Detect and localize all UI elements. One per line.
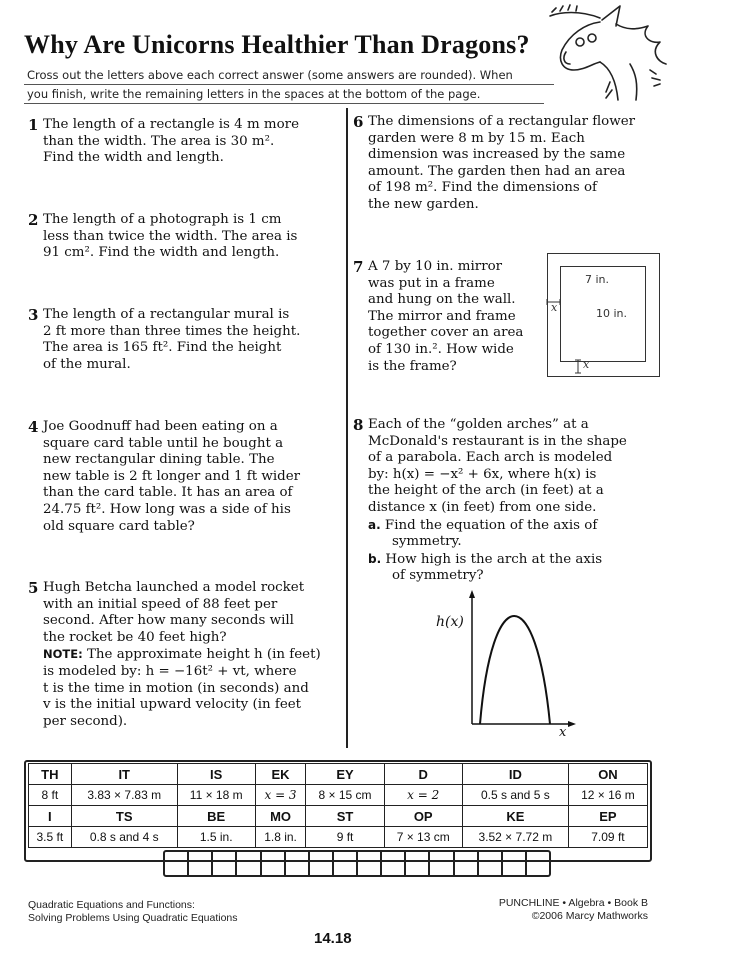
letter-box[interactable] <box>262 852 286 875</box>
note-text: The approximate height h (in feet) <box>82 647 321 663</box>
problem-text: Hugh Betcha launched a model rocket <box>43 580 305 595</box>
note-text: per second). <box>43 713 128 729</box>
frame-width-x-bottom: x <box>583 358 590 371</box>
problem-text: square card table until he bought a <box>43 435 284 451</box>
footer-publisher: PUNCHLINE • Algebra • Book B <box>498 897 648 909</box>
table-row <box>29 827 648 848</box>
footer-right <box>494 897 648 923</box>
answer-table <box>28 763 648 848</box>
footer-left <box>28 899 238 925</box>
answer-letters: IT <box>71 764 177 785</box>
column-divider <box>346 108 348 748</box>
note-text: t is the time in motion (in seconds) and <box>43 680 309 696</box>
problem-text: was put in a frame <box>368 275 495 291</box>
answer-letters: EP <box>568 806 647 827</box>
problem-text: by: h(x) = −x² + 6x, where h(x) is <box>368 466 597 482</box>
problem-text: new table is 2 ft longer and 1 ft wider <box>43 468 301 484</box>
answer-letters: TH <box>29 764 72 785</box>
problem-text: Joe Goodnuff had been eating on a <box>43 419 278 434</box>
answer-value: 0.5 s and 5 s <box>462 785 568 806</box>
problem-text: than the width. The area is 30 m². <box>43 133 275 149</box>
answer-value: 3.83 × 7.83 m <box>71 785 177 806</box>
letter-box[interactable] <box>358 852 382 875</box>
instruction-line: Cross out the letters above each correct answer (some answers are rounded). When <box>27 68 513 82</box>
answer-letters: KE <box>462 806 568 827</box>
letter-box[interactable] <box>503 852 527 875</box>
problem-text: of 130 in.². How wide <box>368 341 514 357</box>
problem-text: distance x (in feet) from one side. <box>368 499 597 515</box>
answer-value: 7 × 13 cm <box>384 827 462 848</box>
problem-text: The length of a rectangle is 4 m more <box>43 117 299 132</box>
answer-value: 11 × 18 m <box>177 785 255 806</box>
answer-letters: OP <box>384 806 462 827</box>
problem-text: amount. The garden then had an area <box>368 163 626 179</box>
problem-number: 5 <box>28 579 39 597</box>
answer-letters: BE <box>177 806 255 827</box>
problem-3 <box>28 307 300 373</box>
problem-text: with an initial speed of 88 feet per <box>43 596 278 612</box>
answer-value: 8 ft <box>29 785 72 806</box>
problem-1 <box>28 117 299 167</box>
problem-number: 8 <box>353 416 364 434</box>
letter-box[interactable] <box>455 852 479 875</box>
problem-text: The length of a photograph is 1 cm <box>43 212 282 227</box>
x-axis-arrow <box>568 721 576 727</box>
instruction-rule <box>24 84 554 85</box>
problem-text: new rectangular dining table. The <box>43 452 275 468</box>
letter-box[interactable] <box>310 852 334 875</box>
problem-text: the rocket be 40 feet high? <box>43 629 227 645</box>
footer-copyright: ©2006 Marcy Mathworks <box>531 910 648 922</box>
answer-letters: ST <box>306 806 384 827</box>
problem-text: than the card table. It has an area of <box>43 485 293 501</box>
problem-text: the height of the arch (in feet) at a <box>368 483 604 499</box>
letter-box[interactable] <box>213 852 237 875</box>
problem-7 <box>353 259 523 375</box>
instructions <box>27 66 547 104</box>
answer-value: 8 × 15 cm <box>306 785 384 806</box>
answer-letters: EK <box>255 764 306 785</box>
problem-text: of a parabola. Each arch is modeled <box>368 450 613 466</box>
problem-text: A 7 by 10 in. mirror <box>368 259 503 274</box>
problem-text: 91 cm². Find the width and length. <box>43 245 280 261</box>
problem-number: 2 <box>28 211 39 229</box>
part-b-text: of symmetry? <box>392 568 484 584</box>
mirror-height-label: 10 in. <box>596 307 628 320</box>
problem-4 <box>28 419 300 535</box>
problem-text: together cover an area <box>368 325 524 341</box>
problem-text: of the mural. <box>43 356 131 372</box>
answer-value: 3.52 × 7.72 m <box>462 827 568 848</box>
answer-value: 1.5 in. <box>177 827 255 848</box>
note-text: v is the initial upward velocity (in feet <box>43 697 302 713</box>
problem-number: 3 <box>28 306 39 324</box>
letter-box[interactable] <box>527 852 549 875</box>
answer-letters: D <box>384 764 462 785</box>
problem-text: and hung on the wall. <box>368 292 516 308</box>
answer-value: 0.8 s and 4 s <box>71 827 177 848</box>
problem-text: of 198 m². Find the dimensions of <box>368 180 597 196</box>
letter-box[interactable] <box>382 852 406 875</box>
dimension-arrow-bottom <box>572 358 592 376</box>
letter-box[interactable] <box>237 852 261 875</box>
instruction-rule <box>24 103 544 104</box>
answer-value: 7.09 ft <box>568 827 647 848</box>
letter-box[interactable] <box>189 852 213 875</box>
graph-x-label: x <box>559 725 567 740</box>
letter-box[interactable] <box>430 852 454 875</box>
note-text: is modeled by: h = −16t² + vt, where <box>43 663 297 679</box>
unicorn-illustration <box>540 4 670 108</box>
problem-number: 1 <box>28 116 39 134</box>
page-number: 14.18 <box>314 930 352 947</box>
page-title: Why Are Unicorns Healthier Than Dragons? <box>24 30 530 59</box>
problem-text: second. After how many seconds will <box>43 613 294 629</box>
answer-letters: EY <box>306 764 384 785</box>
problem-8 <box>353 417 627 585</box>
problem-text: The length of a rectangular mural is <box>43 307 290 322</box>
footer-topic: Quadratic Equations and Functions: <box>28 899 195 911</box>
parabola-curve <box>480 616 550 724</box>
letter-box[interactable] <box>334 852 358 875</box>
part-a-text: Find the equation of the axis of <box>384 517 598 533</box>
mirror-width-label: 7 in. <box>585 273 610 286</box>
problem-text: Each of the “golden arches” at a <box>368 417 589 432</box>
part-b-text: How high is the arch at the axis <box>385 551 603 567</box>
answer-value: 12 × 16 m <box>568 785 647 806</box>
problem-2 <box>28 212 297 262</box>
footer-subtopic: Solving Problems Using Quadratic Equations <box>28 912 238 924</box>
problem-text: old square card table? <box>43 518 195 534</box>
answer-letters: IS <box>177 764 255 785</box>
letter-box[interactable] <box>165 852 189 875</box>
answer-value: x = 3 <box>255 785 306 806</box>
problem-text: is the frame? <box>368 358 457 374</box>
dimension-arrows <box>540 290 570 370</box>
problem-text: McDonald's restaurant is in the shape <box>368 433 627 449</box>
note-label: NOTE: <box>43 647 83 662</box>
answer-value: 1.8 in. <box>255 827 306 848</box>
problem-5 <box>28 580 321 730</box>
graph-y-label: h(x) <box>436 614 464 630</box>
table-row <box>29 785 648 806</box>
letter-box[interactable] <box>406 852 430 875</box>
problem-number: 7 <box>353 258 364 276</box>
frame-width-x-left: x <box>551 301 558 314</box>
problem-text: Find the width and length. <box>43 150 224 166</box>
problem-text: The area is 165 ft². Find the height <box>43 340 282 356</box>
problem-text: The dimensions of a rectangular flower <box>368 114 636 129</box>
problem-number: 4 <box>28 418 39 436</box>
table-row <box>29 806 648 827</box>
parabola-graph <box>462 590 582 735</box>
table-row <box>29 764 648 785</box>
instruction-line: you finish, write the remaining letters in the spaces at the bottom of the page. <box>27 87 481 101</box>
part-b-label: b. <box>368 551 382 566</box>
answer-value: x = 2 <box>384 785 462 806</box>
problem-text: the new garden. <box>368 196 479 212</box>
answer-letters: I <box>29 806 72 827</box>
answer-letters: ON <box>568 764 647 785</box>
answer-value: 9 ft <box>306 827 384 848</box>
part-a-text: symmetry. <box>392 534 462 550</box>
answer-letters: ID <box>462 764 568 785</box>
problem-text: 2 ft more than three times the height. <box>43 323 301 339</box>
y-axis-arrow <box>469 590 475 598</box>
problem-text: The mirror and frame <box>368 308 516 324</box>
problem-6 <box>353 114 635 214</box>
answer-letters: TS <box>71 806 177 827</box>
problem-number: 6 <box>353 113 364 131</box>
letter-box[interactable] <box>286 852 310 875</box>
answer-value: 3.5 ft <box>29 827 72 848</box>
letter-box[interactable] <box>479 852 503 875</box>
answer-letter-boxes <box>163 850 551 877</box>
answer-letters: MO <box>255 806 306 827</box>
problem-text: dimension was increased by the same <box>368 147 626 163</box>
problem-text: less than twice the width. The area is <box>43 228 298 244</box>
part-a-label: a. <box>368 517 381 532</box>
problem-text: garden were 8 m by 15 m. Each <box>368 130 585 146</box>
problem-text: 24.75 ft². How long was a side of his <box>43 501 291 517</box>
